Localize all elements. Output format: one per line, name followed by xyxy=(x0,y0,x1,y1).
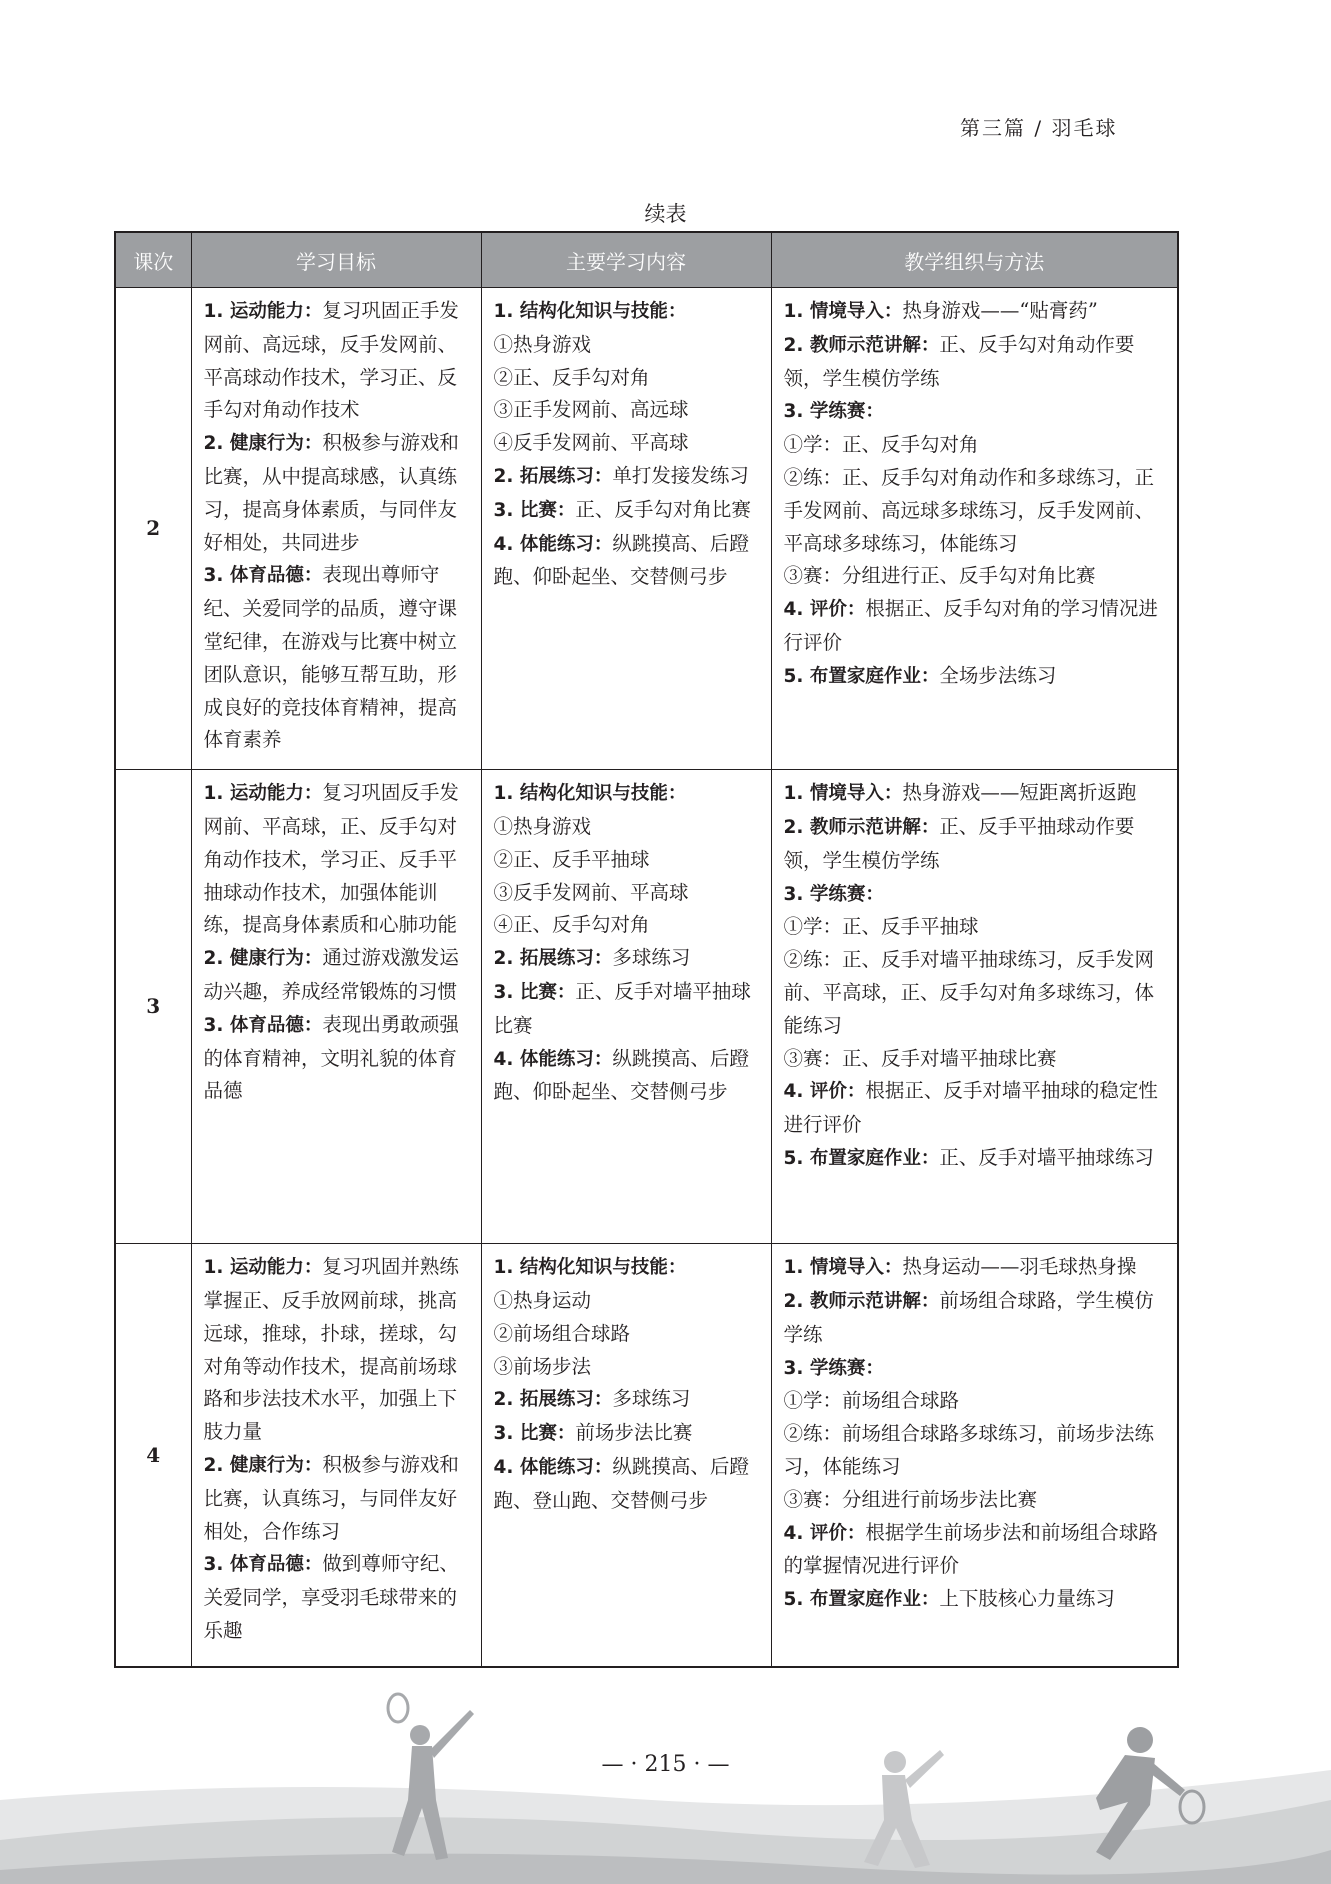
item-text: 上下肢核心力量练习 xyxy=(939,1587,1115,1611)
cell-paragraph xyxy=(494,1043,763,1110)
lesson-number: 3 xyxy=(115,770,191,1244)
cell-paragraph xyxy=(784,429,1170,462)
cell-paragraph xyxy=(784,1583,1170,1617)
lesson-number: 4 xyxy=(115,1244,191,1667)
cell-paragraph xyxy=(784,1385,1170,1418)
item-text: ②练：正、反手勾对角动作和多球练习，正手发网前、高远球多球练习，反手发网前、平高球多球练习，体能练习 xyxy=(783,465,1155,555)
item-text: ②练：正、反手对墙平抽球练习，反手发网前、平高球，正、反手勾对角多球练习，体能练习 xyxy=(783,948,1155,1037)
item-label: 1. 运动能力： xyxy=(203,1257,323,1279)
cell-paragraph xyxy=(494,1285,763,1318)
table-row xyxy=(115,770,1178,1244)
item-text: 纵跳摸高、后蹬跑、仰卧起坐、交替侧弓步 xyxy=(493,531,749,589)
cell-paragraph xyxy=(784,878,1170,912)
cell-paragraph xyxy=(784,1484,1170,1517)
cell-paragraph xyxy=(784,944,1170,1042)
cell-paragraph xyxy=(494,427,763,460)
item-text: ③反手发网前、平高球 xyxy=(493,880,689,904)
teaching-methods-cell xyxy=(771,770,1178,1244)
teaching-methods-cell xyxy=(771,1244,1178,1667)
item-label: 1. 运动能力： xyxy=(203,783,323,805)
column-header-goals: 学习目标 xyxy=(191,232,481,288)
cell-paragraph xyxy=(204,559,473,757)
learning-goals-cell xyxy=(191,288,481,770)
item-text: ②前场组合球路 xyxy=(493,1321,631,1345)
item-text: ②正、反手平抽球 xyxy=(493,847,650,871)
item-label: 1. 运动能力： xyxy=(203,301,323,322)
item-text: 正、反手平抽球动作要领，学生模仿学练 xyxy=(783,814,1135,872)
item-label: 3. 比赛： xyxy=(493,499,576,521)
cell-paragraph xyxy=(784,593,1170,660)
item-text: ③赛：正、反手对墙平抽球比赛 xyxy=(783,1046,1057,1070)
item-label: 2. 教师示范讲解： xyxy=(783,334,940,356)
cell-paragraph xyxy=(494,1318,763,1351)
item-text: 前场组合球路，学生模仿学练 xyxy=(783,1288,1154,1346)
cell-paragraph xyxy=(494,494,763,528)
cell-paragraph xyxy=(784,560,1170,593)
item-text: ④反手发网前、平高球 xyxy=(493,431,689,455)
item-text: 单打发接发练习 xyxy=(612,463,749,487)
item-text: 积极参与游戏和比赛，从中提高球感，认真练习，提高身体素质，与同伴友好相处，共同进步 xyxy=(203,431,459,554)
item-text: ②正、反手勾对角 xyxy=(493,365,650,389)
table-header-row xyxy=(115,232,1178,288)
item-label: 1. 结构化知识与技能： xyxy=(493,301,687,322)
item-text: 全场步法练习 xyxy=(939,663,1057,687)
cell-paragraph xyxy=(494,976,763,1043)
cell-paragraph xyxy=(494,1251,763,1285)
cell-paragraph xyxy=(784,1285,1170,1352)
cell-paragraph xyxy=(784,911,1170,944)
cell-paragraph xyxy=(494,394,763,427)
cell-paragraph xyxy=(204,1548,473,1647)
item-text: 做到尊师守纪、关爱同学，享受羽毛球带来的乐趣 xyxy=(203,1552,459,1642)
learning-content-cell xyxy=(481,288,771,770)
cell-paragraph xyxy=(494,329,763,362)
cell-paragraph xyxy=(494,844,763,877)
item-text: 表现出尊师守纪、关爱同学的品质，遵守课堂纪律，在游戏与比赛中树立团队意识，能够互帮互助，形成良好的竞技体育精神，提高体育素养 xyxy=(203,563,458,752)
cell-paragraph xyxy=(784,1418,1170,1484)
item-label: 4. 体能练习： xyxy=(493,1048,613,1070)
footer-decoration xyxy=(0,1680,1331,1884)
cell-paragraph xyxy=(204,295,473,427)
item-text: 复习巩固并熟练掌握正、反手放网前球，挑高远球，推球，扑球，搓球，勾对角等动作技术，提高前场球路和步法技术水平，加强上下肢力量 xyxy=(203,1255,459,1444)
cell-paragraph xyxy=(494,362,763,395)
item-label: 4. 体能练习： xyxy=(493,1456,613,1478)
item-label: 2. 教师示范讲解： xyxy=(783,816,940,838)
item-text: ④正、反手勾对角 xyxy=(493,913,650,937)
item-label: 2. 拓展练习： xyxy=(493,465,613,487)
item-text: 多球练习 xyxy=(612,946,691,970)
cell-paragraph xyxy=(494,877,763,910)
learning-goals-cell xyxy=(191,770,481,1244)
item-text: ①学：正、反手平抽球 xyxy=(783,915,979,939)
item-text: 正、反手勾对角动作要领，学生模仿学练 xyxy=(783,332,1135,390)
item-label: 4. 评价： xyxy=(783,599,866,621)
cell-paragraph xyxy=(494,777,763,811)
item-label: 1. 情境导入： xyxy=(783,301,903,322)
cell-paragraph xyxy=(784,462,1170,560)
cell-paragraph xyxy=(204,1449,473,1548)
cell-paragraph xyxy=(784,777,1170,811)
item-text: 根据学生前场步法和前场组合球路的掌握情况进行评价 xyxy=(783,1520,1158,1578)
item-label: 3. 比赛： xyxy=(493,1423,576,1445)
item-label: 2. 健康行为： xyxy=(203,948,323,970)
item-label: 3. 学练赛： xyxy=(783,883,884,905)
column-header-lesson: 课次 xyxy=(115,232,191,288)
item-text: 表现出勇敢顽强的体育精神，文明礼貌的体育品德 xyxy=(203,1012,459,1103)
cell-paragraph xyxy=(494,811,763,844)
teaching-methods-cell xyxy=(771,288,1178,770)
cell-paragraph xyxy=(784,329,1170,396)
item-label: 3. 学练赛： xyxy=(783,401,884,423)
item-label: 3. 比赛： xyxy=(493,981,576,1003)
cell-paragraph xyxy=(494,909,763,942)
item-text: ③赛：分组进行前场步法比赛 xyxy=(783,1487,1038,1511)
cell-paragraph xyxy=(204,1251,473,1449)
item-text: 积极参与游戏和比赛，认真练习，与同伴友好相处，合作练习 xyxy=(203,1452,459,1543)
item-label: 3. 学练赛： xyxy=(783,1357,884,1379)
item-text: 复习巩固反手发网前、平高球，正、反手勾对角动作技术，学习正、反手平抽球动作技术，加强体能训练，提高身体素质和心肺功能 xyxy=(203,781,459,937)
cell-paragraph xyxy=(494,295,763,329)
cell-paragraph xyxy=(784,811,1170,878)
cell-paragraph xyxy=(204,942,473,1009)
item-label: 2. 健康行为： xyxy=(203,433,323,455)
cell-paragraph xyxy=(784,1517,1170,1584)
table-row xyxy=(115,288,1178,770)
item-text: ①热身运动 xyxy=(493,1288,592,1312)
cell-paragraph xyxy=(494,1351,763,1384)
item-label: 4. 评价： xyxy=(783,1522,866,1544)
item-text: 前场步法比赛 xyxy=(575,1421,693,1445)
lesson-number: 2 xyxy=(115,288,191,770)
item-text: 正、反手对墙平抽球比赛 xyxy=(493,979,751,1037)
learning-content-cell xyxy=(481,770,771,1244)
cell-paragraph xyxy=(494,1417,763,1451)
item-text: 通过游戏激发运动兴趣，养成经常锻炼的习惯 xyxy=(203,946,459,1003)
learning-goals-cell xyxy=(191,1244,481,1667)
cell-paragraph xyxy=(494,942,763,976)
cell-paragraph xyxy=(784,1352,1170,1386)
page-number: — · 215 · — xyxy=(601,1752,730,1777)
item-text: 热身游戏——“贴膏药” xyxy=(902,299,1098,322)
item-text: 纵跳摸高、后蹬跑、登山跑、交替侧弓步 xyxy=(493,1454,749,1512)
item-label: 2. 拓展练习： xyxy=(493,1389,613,1411)
item-text: 纵跳摸高、后蹬跑、仰卧起坐、交替侧弓步 xyxy=(493,1046,749,1104)
cell-paragraph xyxy=(784,1251,1170,1285)
item-label: 1. 情境导入： xyxy=(783,783,903,805)
item-label: 2. 健康行为： xyxy=(203,1454,323,1476)
item-label: 2. 拓展练习： xyxy=(493,948,613,970)
cell-paragraph xyxy=(494,528,763,595)
table-body xyxy=(115,288,1178,1667)
cell-paragraph xyxy=(784,295,1170,329)
lesson-plan-table xyxy=(114,231,1179,1668)
item-text: ③赛：分组进行正、反手勾对角比赛 xyxy=(783,564,1096,588)
item-text: 根据正、反手勾对角的学习情况进行评价 xyxy=(783,597,1158,654)
item-text: ①学：正、反手勾对角 xyxy=(783,433,979,457)
item-label: 4. 评价： xyxy=(783,1081,866,1103)
item-label: 5. 布置家庭作业： xyxy=(783,1589,940,1611)
item-label: 2. 教师示范讲解： xyxy=(783,1290,940,1312)
table-caption: 续表 xyxy=(644,202,687,226)
item-text: 正、反手勾对角比赛 xyxy=(575,497,751,521)
item-label: 4. 体能练习： xyxy=(493,533,613,555)
cell-paragraph xyxy=(494,460,763,494)
cell-paragraph xyxy=(784,660,1170,694)
item-text: ③正手发网前、高远球 xyxy=(493,398,689,422)
item-label: 1. 情境导入： xyxy=(783,1257,903,1279)
item-label: 5. 布置家庭作业： xyxy=(783,1147,940,1169)
cell-paragraph xyxy=(784,1142,1170,1176)
table-row xyxy=(115,1244,1178,1667)
item-text: ②练：前场组合球路多球练习，前场步法练习，体能练习 xyxy=(783,1422,1155,1478)
item-text: ③前场步法 xyxy=(493,1354,592,1378)
item-text: 根据正、反手对墙平抽球的稳定性进行评价 xyxy=(783,1079,1158,1137)
cell-paragraph xyxy=(204,777,473,942)
item-label: 1. 结构化知识与技能： xyxy=(493,783,687,805)
cell-paragraph xyxy=(784,1043,1170,1076)
item-text: 热身运动——羽毛球热身操 xyxy=(902,1255,1137,1279)
item-text: ①热身游戏 xyxy=(493,332,592,356)
item-text: 热身游戏——短距离折返跑 xyxy=(902,781,1137,805)
item-label: 3. 体育品德： xyxy=(203,1554,323,1576)
running-header: 第三篇 / 羽毛球 xyxy=(960,116,1118,140)
cell-paragraph xyxy=(494,1451,763,1518)
cell-paragraph xyxy=(204,1009,473,1108)
item-text: 正、反手对墙平抽球练习 xyxy=(939,1145,1154,1169)
cell-paragraph xyxy=(204,427,473,559)
item-text: ①热身游戏 xyxy=(493,814,592,838)
cell-paragraph xyxy=(784,1075,1170,1142)
item-label: 3. 体育品德： xyxy=(203,565,323,587)
learning-content-cell xyxy=(481,1244,771,1667)
column-header-methods: 教学组织与方法 xyxy=(771,232,1178,288)
item-text: ①学：前场组合球路 xyxy=(783,1389,960,1413)
item-label: 5. 布置家庭作业： xyxy=(783,665,940,687)
item-text: 复习巩固正手发网前、高远球，反手发网前、平高球动作技术，学习正、反手勾对角动作技术 xyxy=(203,299,459,422)
cell-paragraph xyxy=(494,1383,763,1417)
item-text: 多球练习 xyxy=(612,1387,691,1411)
item-label: 3. 体育品德： xyxy=(203,1014,323,1036)
cell-paragraph xyxy=(784,395,1170,429)
item-label: 1. 结构化知识与技能： xyxy=(493,1257,687,1279)
column-header-content: 主要学习内容 xyxy=(481,232,771,288)
